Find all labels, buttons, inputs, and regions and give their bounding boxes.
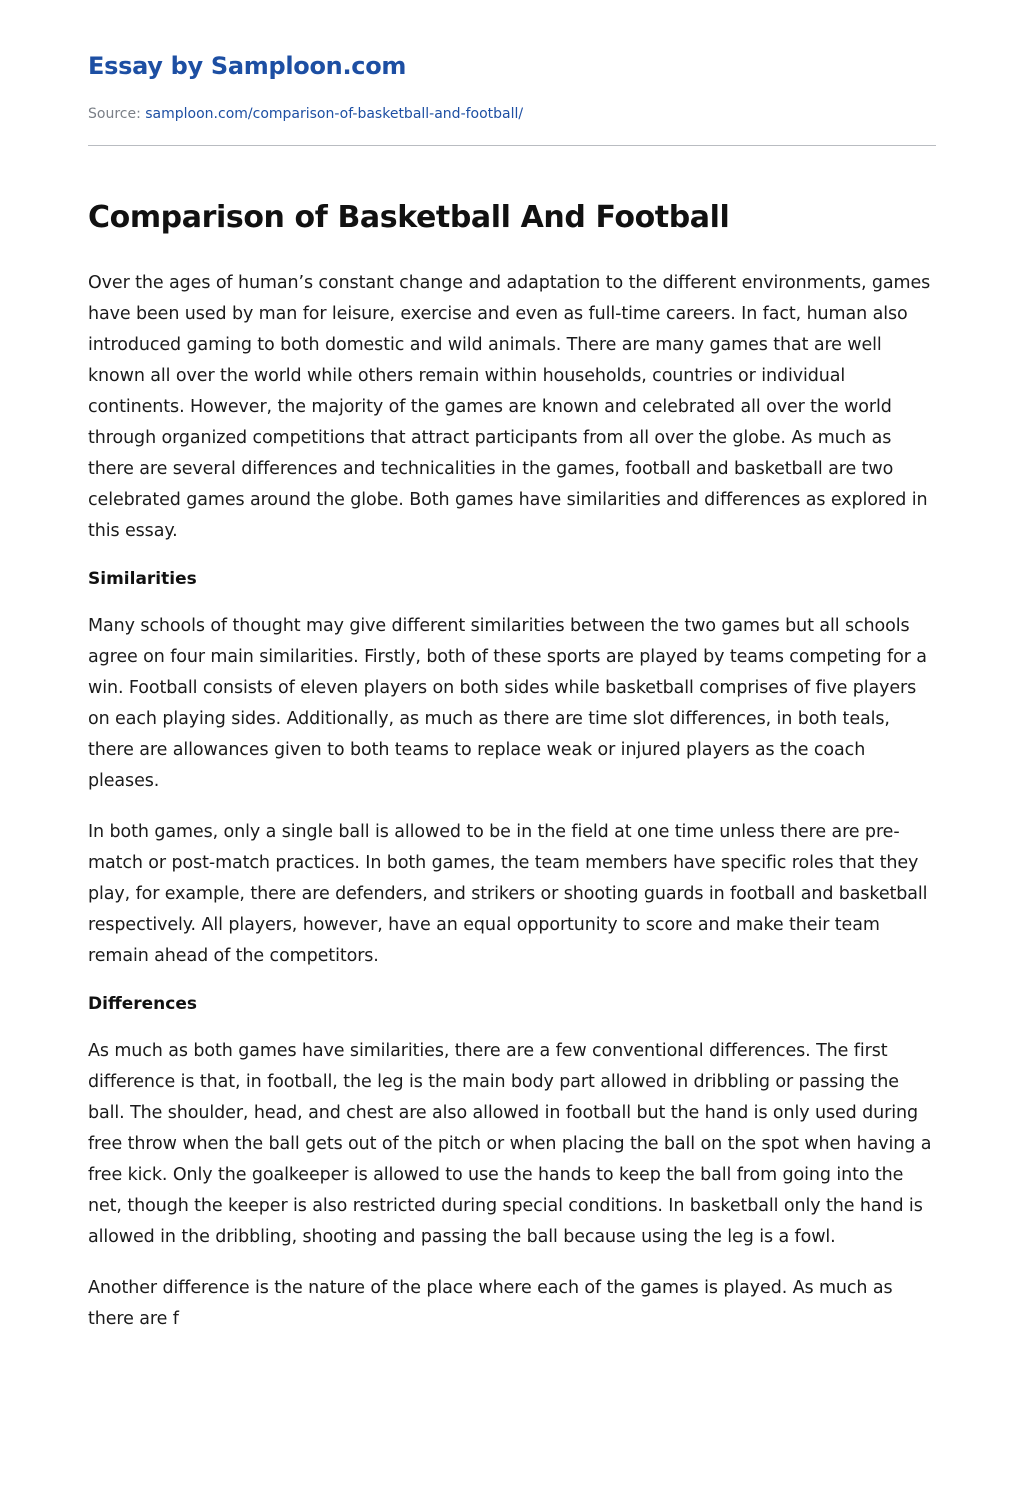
source-line <box>88 106 523 122</box>
similarities-paragraph-1: Many schools of thought may give different similarities between the two games but all schools agree on four main similarities. Firstly, both of these sports are played by teams competing for a win. Football consists of eleven players on both sides while basketball comprises of five players on each playing sides. Additionally, as much as there are time slot differences, in both teals, there are allowances given to both teams to replace weak or injured players as the coach pleases. <box>88 616 927 791</box>
intro-paragraph: Over the ages of human’s constant change and adaptation to the different environments, games have been used by man for leisure, exercise and even as full-time careers. In fact, human also introduced gaming to both domestic and wild animals. There are many games that are well known all over the world while others remain within households, countries or individual continents. However, the majority of the games are known and celebrated all over the world through organized competitions that attract participants from all over the globe. As much as there are several differences and technicalities in the games, football and basketball are two celebrated games around the globe. Both games have similarities and differences as explored in this essay. <box>88 273 931 541</box>
essay-body <box>88 268 936 1355</box>
section-heading-differences: Differences <box>88 994 197 1014</box>
section-heading-similarities: Similarities <box>88 569 197 589</box>
differences-paragraph-2: Another difference is the nature of the place where each of the games is played. As much as there are f <box>88 1278 893 1329</box>
essay-title: Comparison of Basketball And Football <box>88 200 730 235</box>
source-link[interactable]: samploon.com/comparison-of-basketball-and-football/ <box>145 106 524 122</box>
site-brand[interactable]: Essay by Samploon.com <box>88 52 407 80</box>
differences-paragraph-1: As much as both games have similarities, there are a few conventional differences. The first difference is that, in football, the leg is the main body part allowed in dribbling or passing the ball. The shoulder, head, and chest are also allowed in football but the hand is only used during free throw when the ball gets out of the pitch or when placing the ball on the spot when having a free kick. Only the goalkeeper is allowed to use the hands to keep the ball from going into the net, though the keeper is also restricted during special conditions. In basketball only the hand is allowed in the dribbling, shooting and passing the ball because using the leg is a fowl. <box>88 1041 932 1247</box>
similarities-paragraph-2: In both games, only a single ball is allowed to be in the field at one time unless there are pre-match or post-match practices. In both games, the team members have specific roles that they play, for example, there are defenders, and strikers or shooting guards in football and basketball respectively. All players, however, have an equal opportunity to score and make their team remain ahead of the competitors. <box>88 822 928 966</box>
header-divider <box>88 145 936 146</box>
source-label: Source: <box>88 106 141 122</box>
